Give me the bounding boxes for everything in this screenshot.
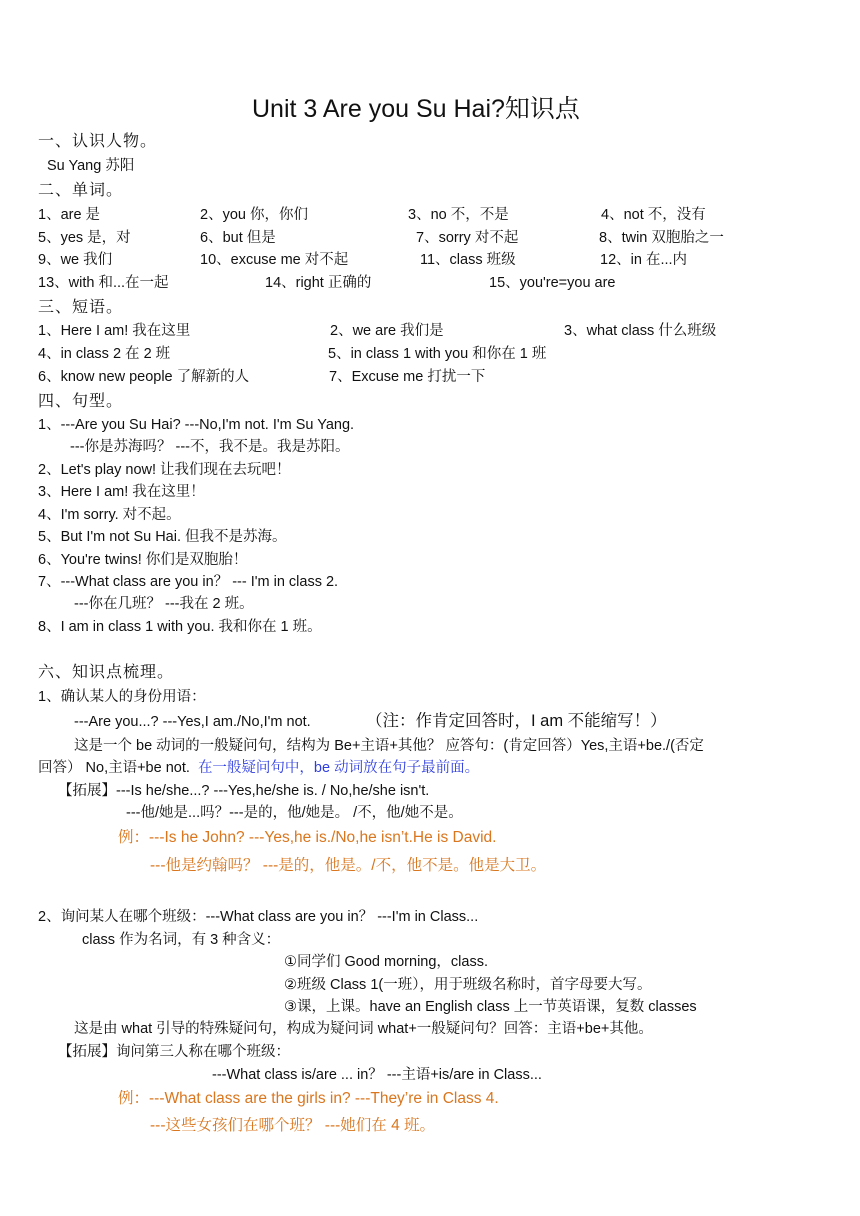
point-1-example: 例：---Is he John? ---Yes,he is./No,he isn’t.He is David. <box>118 829 497 846</box>
phrase-item: 6、know new people 了解新的人 <box>38 369 250 385</box>
word-item: 7、sorry 对不起 <box>416 230 519 246</box>
point-1-example-cn: ---他是约翰吗？ ---是的，他是。/不，他不是。他是大卫。 <box>150 857 547 874</box>
sentence-line: 5、But I'm not Su Hai. 但我不是苏海。 <box>38 529 287 545</box>
phrase-item: 2、we are 我们是 <box>330 323 444 339</box>
sentence-line: 3、Here I am! 我在这里！ <box>38 484 205 500</box>
point-1-desc: 这是一个 be 动词的一般疑问句，结构为 Be+主语+其他？ 应答句：(肯定回答）Yes,主语+be./(否定 <box>74 738 704 754</box>
section-2-heading: 二、单词。 <box>38 180 124 199</box>
phrase-item: 1、Here I am! 我在这里 <box>38 323 191 339</box>
point-1-note: （注：作肯定回答时，I am 不能缩写！） <box>366 712 667 730</box>
sentence-line: ---你在几班？ ---我在 2 班。 <box>74 596 254 612</box>
sentence-line: 1、---Are you Su Hai? ---No,I'm not. I'm Su Yang. <box>38 417 355 433</box>
sentence-line: 8、I am in class 1 with you. 我和你在 1 班。 <box>38 619 322 635</box>
sentence-line: 7、---What class are you in？ --- I'm in class 2. <box>38 574 339 590</box>
point-2-title: 2、询问某人在哪个班级：---What class are you in？ ---I'm in Class... <box>38 909 479 925</box>
point-1-extension: 【拓展】---Is he/she...? ---Yes,he/she is. / No,he/she isn't. <box>58 783 430 799</box>
point-1-question: ---Are you...? ---Yes,I am./No,I'm not. <box>74 714 311 730</box>
point-2-example-cn: ---这些女孩们在哪个班？ ---她们在 4 班。 <box>150 1117 436 1134</box>
sentence-line: 6、You're twins! 你们是双胞胎！ <box>38 552 248 568</box>
point-1-extension-cn: ---他/她是...吗？---是的，他/她是。 /不，他/她不是。 <box>126 805 463 821</box>
section-6-heading: 六、知识点梳理。 <box>38 662 175 681</box>
point-2-desc2: 这是由 what 引导的特殊疑问句，构成为疑问词 what+一般疑问句？回答：主语+be+其他。 <box>74 1021 653 1037</box>
phrase-item: 7、Excuse me 打扰一下 <box>329 369 486 385</box>
sentence-line: 4、I'm sorry. 对不起。 <box>38 507 181 523</box>
point-2-extension: 【拓展】询问第三人称在哪个班级： <box>58 1044 290 1060</box>
point-1-rule-blue: 在一般疑问句中，be 动词放在句子最前面。 <box>197 760 480 776</box>
word-item: 3、no 不，不是 <box>408 207 509 223</box>
section-4-heading: 四、句型。 <box>38 391 124 410</box>
section-1-heading: 一、认识人物。 <box>38 131 158 150</box>
word-item: 2、you 你，你们 <box>200 207 308 223</box>
word-item: 8、twin 双胞胎之一 <box>599 230 724 246</box>
sentence-line: ---你是苏海吗？ ---不，我不是。我是苏阳。 <box>70 439 350 455</box>
phrase-item: 3、what class 什么班级 <box>564 323 717 339</box>
word-item: 14、right 正确的 <box>265 275 372 291</box>
point-1-desc-text: 回答） No,主语+be not. <box>38 760 190 776</box>
page-title: Unit 3 Are you Su Hai?知识点 <box>252 95 580 123</box>
meaning-item: ②班级 Class 1(一班），用于班级名称时，首字母要大写。 <box>284 977 652 993</box>
word-item: 12、in 在...内 <box>600 252 688 268</box>
section-3-heading: 三、短语。 <box>38 297 124 316</box>
point-2-example: 例：---What class are the girls in? ---They’re in Class 4. <box>118 1090 499 1107</box>
word-item: 9、we 我们 <box>38 252 113 268</box>
meaning-item: ①同学们 Good morning，class. <box>284 954 488 970</box>
word-item: 6、but 但是 <box>200 230 276 246</box>
point-1-desc-cont <box>38 758 479 778</box>
sentence-line: 2、Let's play now! 让我们现在去玩吧！ <box>38 462 291 478</box>
point-1-title: 1、确认某人的身份用语： <box>38 689 206 705</box>
point-2-desc: class 作为名词，有 3 种含义： <box>82 932 281 948</box>
character-line: Su Yang 苏阳 <box>47 158 135 174</box>
word-item: 4、not 不，没有 <box>601 207 706 223</box>
word-item: 13、with 和...在一起 <box>38 275 169 291</box>
word-item: 10、excuse me 对不起 <box>200 252 349 268</box>
point-2-extension-question: ---What class is/are ... in？ ---主语+is/are in Class... <box>212 1067 542 1083</box>
word-item: 5、yes 是，对 <box>38 230 131 246</box>
word-item: 1、are 是 <box>38 207 101 223</box>
word-item: 11、class 班级 <box>420 252 516 268</box>
meaning-item: ③课，上课。have an English class 上一节英语课，复数 classes <box>284 999 697 1015</box>
word-item: 15、you're=you are <box>489 275 616 291</box>
phrase-item: 4、in class 2 在 2 班 <box>38 346 171 362</box>
phrase-item: 5、in class 1 with you 和你在 1 班 <box>328 346 547 362</box>
